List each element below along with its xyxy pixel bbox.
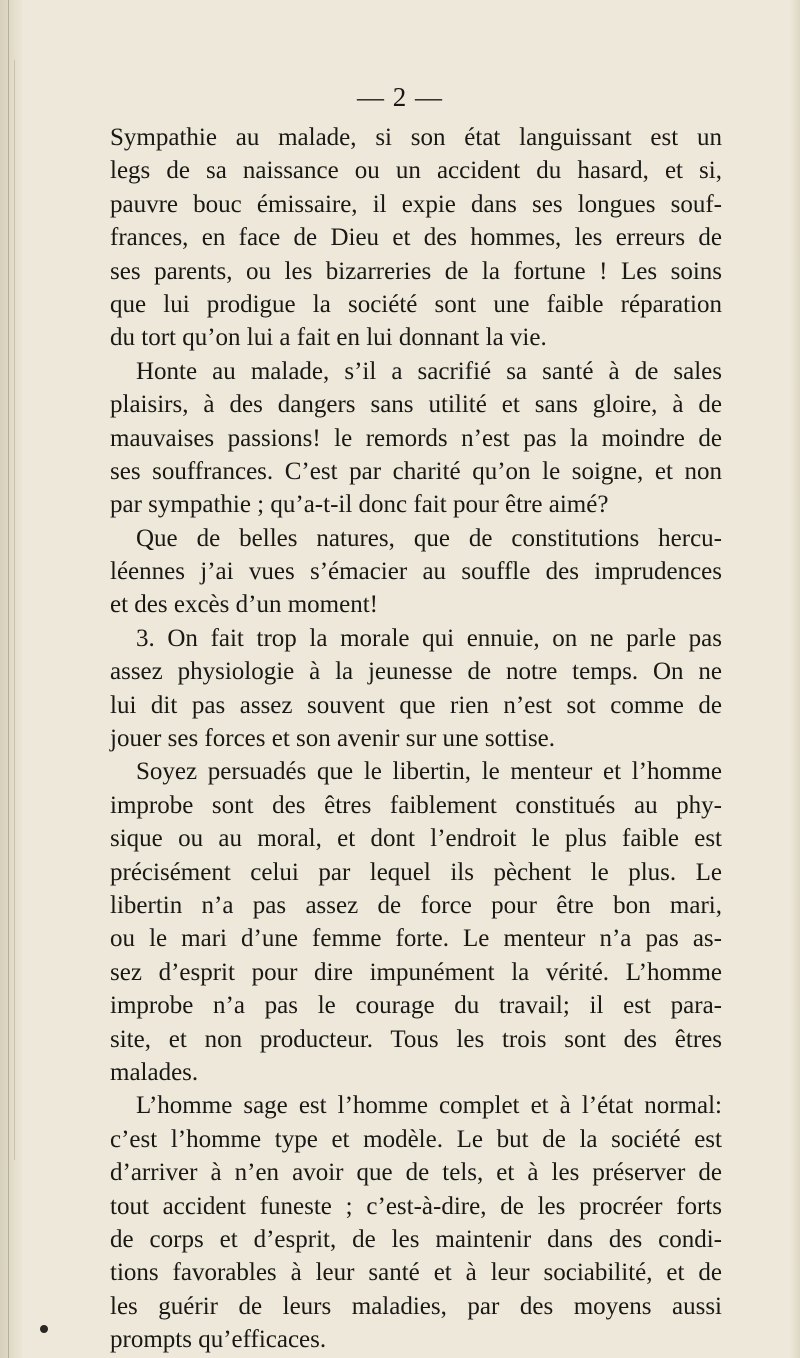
page-binding-edge: [0, 0, 22, 1358]
text-line: d’arriver à n’en avoir que de tels, et à les préserver de: [110, 1159, 722, 1187]
text-line: frances, en face de Dieu et des hommes, les erreurs de: [110, 224, 722, 252]
text-line: plaisirs, à des dangers sans utilité et sans gloire, à de: [110, 391, 722, 419]
text-line: précisément celui par lequel ils pèchent le plus. Le: [110, 858, 722, 886]
text-line: prompts qu’efficaces.: [110, 1326, 327, 1354]
text-line: libertin n’a pas assez de force pour être bon mari,: [110, 891, 722, 919]
binding-shadow-line-inner: [14, 60, 15, 1160]
text-line: lui dit pas assez souvent que rien n’est sot comme de: [110, 691, 722, 719]
text-line: legs de sa naissance ou un accident du hasard, et si,: [110, 157, 722, 185]
text-line: ou le mari d’une femme forte. Le menteur n’a pas as-: [110, 925, 722, 953]
text-line: sez d’esprit pour dire impunément la vérité. L’homme: [110, 958, 722, 986]
text-line: les guérir de leurs maladies, par des moyens aussi: [110, 1292, 722, 1320]
text-line: malades.: [110, 1058, 199, 1086]
page-number: — 2 —: [357, 82, 443, 112]
text-line: 3. On fait trop la morale qui ennuie, on ne parle pas: [136, 624, 722, 652]
ink-spot: [40, 1325, 48, 1333]
text-line: sique ou au moral, et dont l’endroit le plus faible est: [110, 825, 722, 853]
page-right-edge: [790, 0, 800, 1358]
text-line: ses parents, ou les bizarreries de la fortune ! Les soins: [110, 257, 722, 285]
binding-shadow-line: [8, 0, 9, 1358]
text-line: par sympathie ; qu’a-t-il donc fait pour être aimé?: [110, 491, 609, 519]
body-text: [110, 121, 722, 1356]
text-line: assez physiologie à la jeunesse de notre temps. On ne: [110, 658, 722, 686]
text-line: tout accident funeste ; c’est-à-dire, de les procréer forts: [110, 1192, 722, 1220]
text-line: et des excès d’un moment!: [110, 591, 378, 619]
text-line: L’homme sage est l’homme complet et à l’état normal:: [136, 1092, 722, 1120]
text-line: Soyez persuadés que le libertin, le menteur et l’homme: [136, 758, 722, 786]
text-line: Que de belles natures, que de constitutions hercu-: [136, 524, 722, 552]
text-line: site, et non producteur. Tous les trois sont des êtres: [110, 1025, 722, 1053]
text-line: du tort qu’on lui a fait en lui donnant la vie.: [110, 324, 547, 352]
text-line: Sympathie au malade, si son état languissant est un: [110, 124, 722, 151]
text-line: tions favorables à leur santé et à leur sociabilité, et de: [110, 1259, 722, 1287]
text-line: c’est l’homme type et modèle. Le but de la société est: [110, 1125, 722, 1153]
text-line: que lui prodigue la société sont une faible réparation: [110, 290, 722, 318]
text-line: pauvre bouc émissaire, il expie dans ses longues souf-: [110, 190, 722, 218]
text-line: ses souffrances. C’est par charité qu’on le soigne, et non: [110, 457, 722, 485]
text-line: mauvaises passions! le remords n’est pas la moindre de: [110, 424, 722, 452]
text-line: improbe n’a pas le courage du travail; il est para-: [110, 992, 722, 1020]
text-line: Honte au malade, s’il a sacrifié sa santé à de sales: [136, 357, 722, 385]
text-line: improbe sont des êtres faiblement constitués au phy-: [110, 791, 722, 819]
text-line: de corps et d’esprit, de les maintenir dans des condi-: [110, 1225, 722, 1253]
text-line: jouer ses forces et son avenir sur une sottise.: [110, 725, 556, 753]
text-line: léennes j’ai vues s’émacier au souffle des imprudences: [110, 558, 722, 586]
